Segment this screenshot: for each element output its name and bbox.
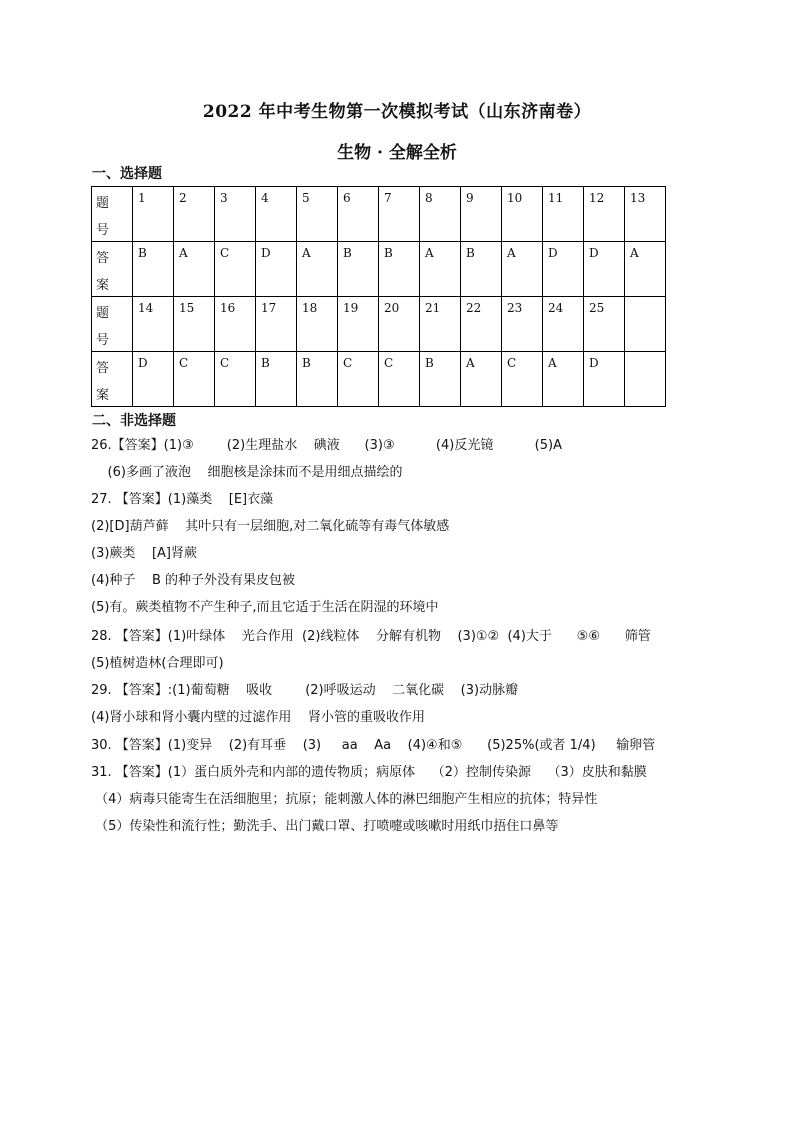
table-cell [543,187,584,242]
cell-value: B [261,356,270,370]
row-label-cell [92,352,133,407]
table-cell [338,297,379,352]
answer-line: (6)多画了液泡 细胞核是涂抹而不是用细点描绘的 [91,465,403,480]
row-label: 答案 [96,251,110,293]
table-cell [133,352,174,407]
cell-value: B [466,246,475,260]
cell-value: 11 [548,191,564,205]
cell-value: 19 [343,301,359,315]
cell-value: 4 [261,191,269,205]
cell-value: 25 [589,301,605,315]
answer-line: (5)有。蕨类植物不产生种子,而且它适于生活在阴湿的环境中 [91,600,439,615]
cell-value: 16 [220,301,236,315]
cell-value: D [138,356,148,370]
answer-line: 27. 【答案】(1)藻类 [E]衣藻 [91,492,274,507]
cell-value: B [425,356,434,370]
cell-value: A [425,246,434,260]
table-cell [215,352,256,407]
cell-value: 6 [343,191,351,205]
table-cell [584,352,625,407]
table-cell [420,297,461,352]
cell-value: 20 [384,301,400,315]
table-cell [379,187,420,242]
table-cell [297,297,338,352]
answer-line: (5)植树造林(合理即可) [91,656,224,671]
table-row [92,352,666,407]
table-cell [256,297,297,352]
table-cell [133,187,174,242]
cell-value: 23 [507,301,523,315]
answer-line: 30. 【答案】(1)变异 (2)有耳垂 (3) aa Aa (4)④和⑤ (5)25%(或者 1/4) 输卵管 [91,738,656,753]
table-cell [420,352,461,407]
cell-value: 9 [466,191,474,205]
table-cell [584,297,625,352]
table-cell [379,297,420,352]
answer-line: (2)[D]葫芦藓 其叶只有一层细胞,对二氧化硫等有毒气体敏感 [91,519,450,534]
cell-value: A [548,356,557,370]
cell-value: 24 [548,301,564,315]
table-cell [625,242,666,297]
answer-line: （5）传染性和流行性；勤洗手、出门戴口罩、打喷嚏或咳嗽时用纸巾捂住口鼻等 [91,819,559,834]
table-cell [625,297,666,352]
table-cell [584,187,625,242]
cell-value: D [589,246,599,260]
page-title: 2022 年中考生物第一次模拟考试（山东济南卷） [202,102,592,122]
answer-line: (4)种子 B 的种子外没有果皮包被 [91,573,295,588]
row-label-cell [92,297,133,352]
table-cell [461,187,502,242]
table-cell [215,242,256,297]
answer-line: （4）病毒只能寄生在活细胞里；抗原；能刺激人体的淋巴细胞产生相应的抗体；特异性 [91,792,598,807]
page-subtitle: 生物 · 全解全析 [337,143,457,163]
answer-line: (4)肾小球和肾小囊内壁的过滤作用 肾小管的重吸收作用 [91,710,425,725]
table-cell [174,187,215,242]
cell-value: 3 [220,191,228,205]
table-cell [338,187,379,242]
table-cell [297,242,338,297]
table-row [92,297,666,352]
table-row [92,187,666,242]
table-cell [420,242,461,297]
table-cell [379,352,420,407]
table-cell [502,352,543,407]
table-cell [338,242,379,297]
table-cell [215,297,256,352]
cell-value: C [384,356,394,370]
table-cell [543,352,584,407]
cell-value: C [220,246,230,260]
answer-line: (3)蕨类 [A]肾蕨 [91,546,197,561]
cell-value: C [343,356,353,370]
cell-value: 2 [179,191,187,205]
table-cell [625,352,666,407]
cell-value: 17 [261,301,277,315]
table-cell [338,352,379,407]
table-cell [133,297,174,352]
table-cell [502,187,543,242]
cell-value: 14 [138,301,154,315]
row-label-cell [92,187,133,242]
table-cell [297,187,338,242]
cell-value: A [179,246,188,260]
section-heading-nonchoice: 二、非选择题 [92,413,176,429]
table-cell [174,242,215,297]
cell-value: 15 [179,301,195,315]
section-heading-choice: 一、选择题 [92,166,162,182]
row-label: 题号 [96,196,110,238]
cell-value: B [138,246,147,260]
table-cell [461,352,502,407]
cell-value: 1 [138,191,146,205]
row-label: 答案 [96,361,110,403]
answer-line: 28. 【答案】(1)叶绿体 光合作用 (2)线粒体 分解有机物 (3)①② (4)大于 ⑤⑥ 筛管 [91,629,651,644]
cell-value: 5 [302,191,310,205]
cell-value: A [302,246,311,260]
cell-value: 13 [630,191,646,205]
cell-value: 7 [384,191,392,205]
answer-line: 31. 【答案】(1）蛋白质外壳和内部的遗传物质；病原体 （2）控制传染源 （3）皮肤和黏膜 [91,765,647,780]
cell-value: 8 [425,191,433,205]
cell-value: C [179,356,189,370]
table-cell [256,187,297,242]
table-cell [543,297,584,352]
row-label: 题号 [96,306,110,348]
table-cell [379,242,420,297]
cell-value: C [220,356,230,370]
table-cell [215,187,256,242]
table-cell [174,297,215,352]
cell-value: 21 [425,301,441,315]
answer-line: 29. 【答案】:(1)葡萄糖 吸收 (2)呼吸运动 二氧化碳 (3)动脉瓣 [91,683,519,698]
cell-value: 18 [302,301,318,315]
answer-table [91,186,666,407]
cell-value: A [466,356,475,370]
table-row [92,242,666,297]
table-cell [256,242,297,297]
cell-value: 22 [466,301,482,315]
table-cell [256,352,297,407]
cell-value: B [302,356,311,370]
table-cell [420,187,461,242]
cell-value: D [589,356,599,370]
cell-value: B [343,246,352,260]
cell-value: A [630,246,639,260]
answer-line: 26.【答案】(1)③ (2)生理盐水 碘液 (3)③ (4)反光镜 (5)A [91,438,562,453]
table-cell [502,242,543,297]
cell-value: A [507,246,516,260]
table-cell [174,352,215,407]
table-cell [543,242,584,297]
table-cell [625,187,666,242]
table-cell [461,297,502,352]
table-cell [461,242,502,297]
cell-value: B [384,246,393,260]
cell-value: 10 [507,191,523,205]
cell-value: D [261,246,271,260]
cell-value: C [507,356,517,370]
table-cell [502,297,543,352]
cell-value: D [548,246,558,260]
table-cell [297,352,338,407]
row-label-cell [92,242,133,297]
table-cell [584,242,625,297]
table-cell [133,242,174,297]
cell-value: 12 [589,191,605,205]
